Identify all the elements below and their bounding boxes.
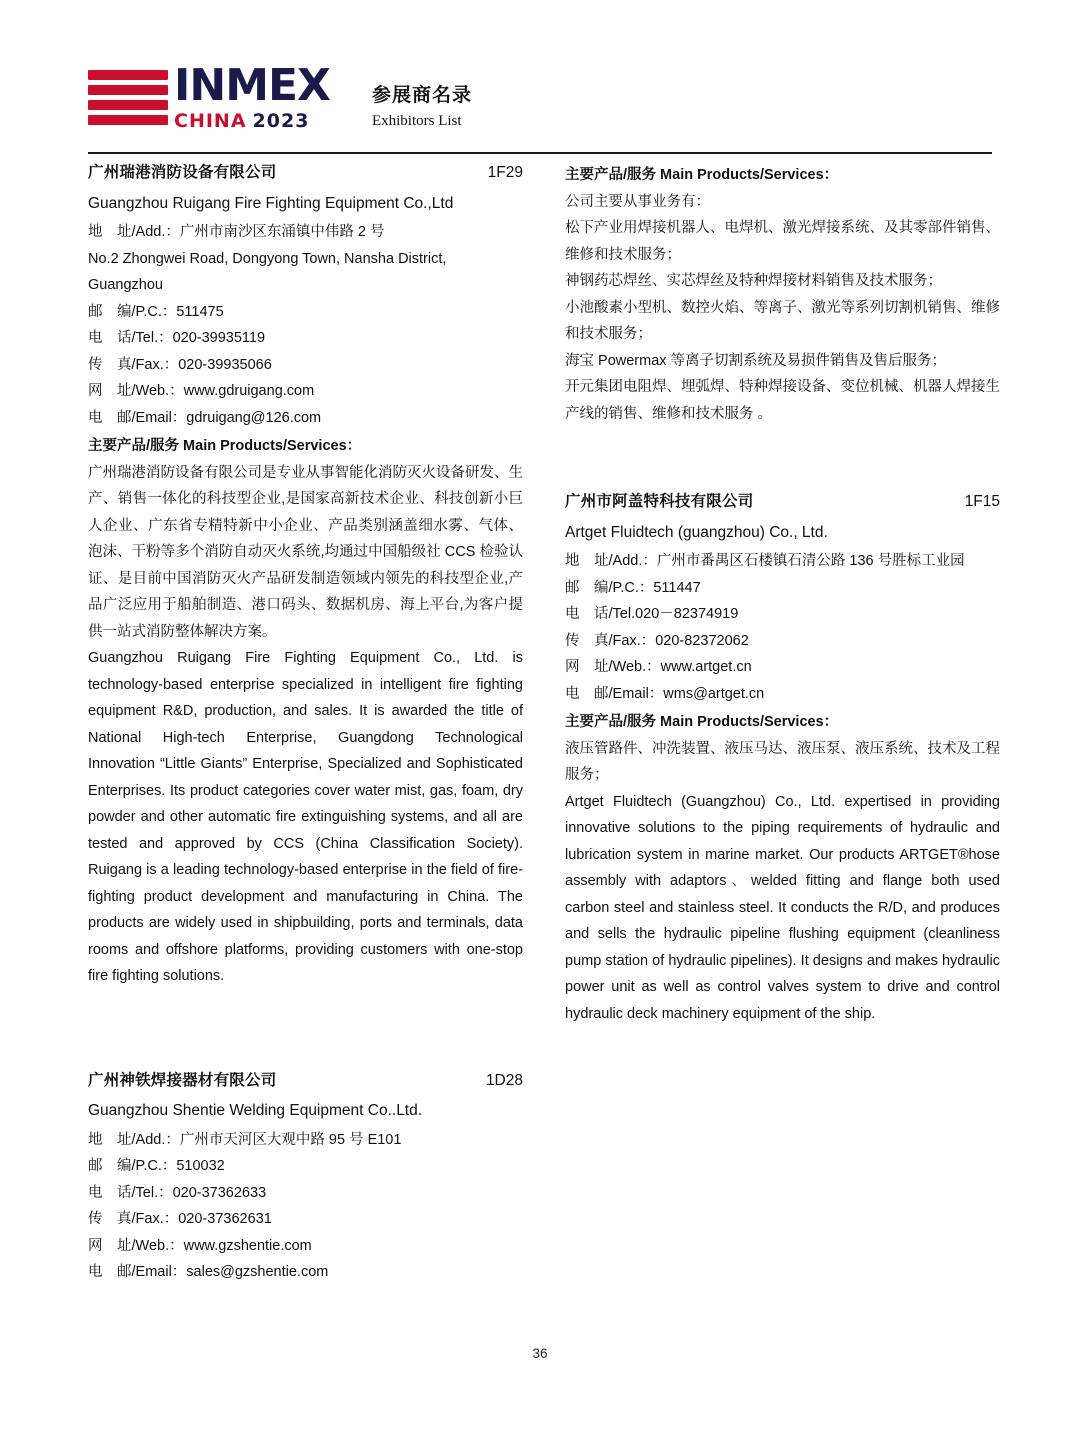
products-label: 主要产品/服务 Main Products/Services：: [565, 167, 839, 183]
address-value-cn: 广州市天河区大观中路 95 号 E101: [179, 1131, 402, 1148]
postcode-row: [88, 299, 523, 326]
exhibitor-entry-ruigang: [88, 160, 523, 990]
fax-value: 020-82372062: [655, 632, 749, 649]
tel-label: 电 话/Tel.：: [88, 1184, 173, 1201]
products-line-1: 公司主要从事业务有：: [565, 193, 710, 210]
header-divider: [88, 152, 992, 154]
booth-number: 1D28: [485, 1071, 523, 1089]
header-titles: [372, 80, 472, 130]
page-title-en: Exhibitors List: [371, 113, 462, 129]
postcode-label: 邮 编/P.C.：: [88, 303, 177, 320]
logo-year: 2023: [252, 110, 310, 132]
tel-value: 020-37362633: [172, 1184, 267, 1201]
address-value-cn: 广州市番禺区石楼镇石清公路 136 号胜标工业园: [656, 553, 965, 569]
fax-value: 020-37362631: [178, 1211, 272, 1227]
fax-row: [565, 628, 1000, 655]
entry-gap: [88, 990, 523, 1068]
postcode-value: 511447: [653, 579, 701, 596]
products-line-6: 开元集团电阻焊、埋弧焊、特种焊接设备、变位机械、机器人焊接生产线的销售、维修和技术服务 。: [565, 379, 1000, 422]
web-value[interactable]: www.gdruigang.com: [183, 383, 315, 399]
page-header: [88, 60, 992, 150]
postcode-value: 511475: [176, 303, 224, 320]
email-row: [565, 681, 1000, 708]
column-left: [88, 160, 523, 1286]
web-label: 网 址/Web.：: [565, 659, 661, 675]
logo-wordmark: INMEX: [174, 60, 330, 111]
booth-number: 1F15: [964, 493, 1000, 510]
booth-number: 1F29: [487, 164, 523, 181]
products-continuation-block: [565, 162, 1000, 427]
postcode-row: [565, 575, 1000, 602]
postcode-value: 510032: [176, 1158, 225, 1174]
email-row: [88, 1259, 523, 1286]
fax-row: [88, 1206, 523, 1233]
address-value-cn: 广州市南沙区东涌镇中伟路 2 号: [179, 224, 385, 240]
exhibitor-name-en: Guangzhou Ruigang Fire Fighting Equipment Co.,Ltd: [88, 194, 454, 212]
exhibitor-entry-shentie: [88, 1068, 523, 1286]
email-label: 电 邮/Email：: [88, 1264, 187, 1280]
products-text-en: Artget Fluidtech (Guangzhou) Co., Ltd. expertised in providing innovative solutions to the piping requirements of hydraulic and lubrication system in marine market. Our products ARTGET®hose assembly with adaptors、welded fitting and flange both used carbon steel and stainless steel. It conducts the R/D, and produces and sells the hydraulic pipeline flushing equipment (cleanliness pump station of hydraulic pipelines). It designs and makes hydraulic power unit as well as control valves system to drive and control hydraulic deck machinery equipment of the ship.: [565, 793, 1000, 1022]
products-text-cn: 液压管路件、冲洗装置、液压马达、液压泵、液压系统、技术及工程服务；: [565, 740, 1000, 783]
products-label: 主要产品/服务 Main Products/Services：: [565, 714, 839, 730]
exhibitor-name-cn: 广州市阿盖特科技有限公司: [565, 493, 754, 510]
web-value[interactable]: www.gzshentie.com: [183, 1237, 312, 1254]
web-row: [88, 378, 523, 405]
tel-row: [88, 325, 523, 352]
products-line-5: 海宝 Powermax 等离子切割系统及易损件销售及售后服务；: [565, 352, 947, 369]
address-row: [88, 1127, 523, 1154]
address-row: [565, 548, 1000, 575]
email-label: 电 邮/Email：: [88, 409, 187, 426]
products-line-3: 神钢药芯焊丝、实芯焊丝及特种焊接材料销售及技术服务；: [565, 273, 942, 289]
column-right: [565, 160, 1000, 1027]
entry-gap: [565, 427, 1000, 489]
fax-label: 传 真/Fax.：: [565, 632, 656, 649]
fax-value: 020-39935066: [178, 356, 272, 373]
tel-row: [88, 1180, 523, 1207]
exhibitor-name-en: Artget Fluidtech (guangzhou) Co., Ltd.: [565, 523, 828, 541]
fax-label: 传 真/Fax.：: [88, 356, 179, 373]
address-value-en: No.2 Zhongwei Road, Dongyong Town, Nansha District, Guangzhou: [88, 250, 447, 293]
address-label: 地 址/Add.：: [88, 1131, 180, 1148]
address-label: 地 址/Add.：: [565, 553, 657, 569]
tel-row: [565, 601, 1000, 628]
postcode-label: 邮 编/P.C.：: [565, 579, 654, 596]
web-row: [88, 1233, 523, 1260]
email-value[interactable]: sales@gzshentie.com: [186, 1264, 329, 1280]
tel-value: 020－82374919: [635, 606, 739, 622]
products-text-en: Guangzhou Ruigang Fire Fighting Equipment Co., Ltd. is technology-based enterprise specialized in intelligent fire fighting equipment R&D, production, and sales. It is awarded the title of National High-tech Enterprise, Guangdong Technological Innovation “Little Giants” Enterprise, Specialized and Sophisticated Enterprises. Its product categories cover water mist, gas, foam, dry powder and other automatic fire extinguishing systems, and all are tested and approved by CCS (China Classification Society). Ruigang is a leading technology-based enterprise in the field of fire-fighting product development and manufacturing in China. The products are widely used in shipbuilding, ports and terminals, data rooms and offshore platforms, providing customers with one-stop fire fighting solutions.: [88, 650, 523, 984]
email-value[interactable]: gdruigang@126.com: [186, 409, 322, 426]
exhibitor-name-cn: 广州瑞港消防设备有限公司: [88, 164, 277, 181]
inmex-logo: [88, 60, 330, 132]
products-line-2: 松下产业用焊接机器人、电焊机、激光焊接系统、及其零部件销售、维修和技术服务；: [565, 220, 1000, 263]
web-label: 网 址/Web.：: [88, 1237, 184, 1254]
products-label: 主要产品/服务 Main Products/Services：: [88, 438, 362, 454]
address-row: [88, 219, 523, 246]
page-number: 36: [532, 1346, 548, 1361]
web-value[interactable]: www.artget.cn: [660, 659, 752, 675]
email-value[interactable]: wms@artget.cn: [663, 685, 765, 702]
tel-value: 020-39935119: [172, 330, 266, 346]
email-label: 电 邮/Email：: [565, 685, 664, 702]
exhibitor-name-cn: 广州神铁焊接器材有限公司: [88, 1071, 277, 1089]
tel-label: 电 话/Tel.：: [88, 330, 173, 346]
exhibitor-name-en: Guangzhou Shentie Welding Equipment Co..Ltd.: [88, 1102, 423, 1119]
fax-label: 传 真/Fax.：: [88, 1211, 179, 1227]
web-label: 网 址/Web.：: [88, 383, 184, 399]
tel-label: 电 话/Tel.: [565, 606, 636, 622]
address-label: 地 址/Add.：: [88, 224, 180, 240]
exhibitor-entry-artget: [565, 489, 1000, 1027]
email-row: [88, 405, 523, 432]
page-title-cn: 参展商名录: [371, 85, 472, 106]
postcode-row: [88, 1153, 523, 1180]
wave-icon: [88, 70, 168, 126]
web-row: [565, 654, 1000, 681]
products-text-cn: 广州瑞港消防设备有限公司是专业从事智能化消防灭火设备研发、生产、销售一体化的科技型企业,是国家高新技术企业、科技创新小巨人企业、广东省专精特新中小企业、产品类别涵盖细水雾、气体、 泡沫、干粉等多个消防自动灭火系统,均通过中国船级社 CCS 检验认证、是目前中国消防灭火产品研发制造领域内领先的科技型企业,产品广泛应用于船舶制造、港口码头、数据机房、海上平台,为客户提供一站式消防整体解决方案。: [88, 464, 523, 640]
logo-country: CHINA: [174, 110, 247, 132]
fax-row: [88, 352, 523, 379]
postcode-label: 邮 编/P.C.：: [88, 1158, 177, 1174]
products-line-4: 小池酸素小型机、数控火焰、等离子、激光等系列切割机销售、维修和技术服务；: [565, 299, 1000, 342]
